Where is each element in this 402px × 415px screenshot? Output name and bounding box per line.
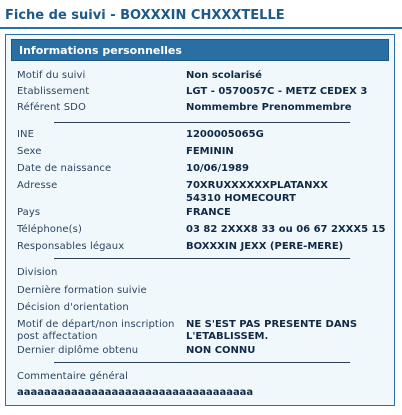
field-etablissement — [6, 86, 394, 102]
field-telephone — [6, 224, 394, 240]
field-division — [6, 267, 394, 283]
field-label: Commentaire général — [17, 371, 129, 382]
section-divider — [54, 362, 350, 363]
field-label: Motif du suivi — [17, 70, 86, 81]
section-divider — [54, 122, 350, 123]
field-ine — [6, 129, 394, 145]
field-label: Responsables légaux — [17, 241, 125, 252]
field-label: Décision d'orientation — [17, 302, 129, 313]
page-title: Fiche de suivi - BOXXXIN CHXXXTELLE — [5, 8, 285, 23]
field-derniere-formation — [6, 285, 394, 301]
section-divider — [54, 258, 350, 259]
field-sexe — [6, 146, 394, 162]
field-decision-orientation — [6, 302, 394, 318]
field-value: LGT - 0570057C - METZ CEDEX 3 — [186, 86, 368, 97]
field-label: Téléphone(s) — [17, 224, 82, 235]
field-responsables-legaux — [6, 241, 394, 257]
field-value: 1200005065G — [186, 129, 264, 140]
panel-header — [11, 39, 389, 61]
field-label: Dernière formation suivie — [17, 285, 147, 296]
field-value-line-2: L'ETABLISSEM. — [186, 331, 269, 342]
field-value-line-1: NE S'EST PAS PRESENTE DANS — [186, 319, 358, 330]
field-label: Pays — [17, 207, 41, 218]
field-motif-suivi — [6, 70, 394, 86]
field-value: Nommembre Prenommembre — [186, 102, 352, 113]
field-label: Sexe — [17, 146, 42, 157]
address-line-1: 70XRUXXXXXXPLATANXX — [186, 180, 328, 191]
field-label: Adresse — [17, 180, 58, 191]
title-divider — [0, 27, 402, 29]
field-label: Date de naissance — [17, 163, 112, 174]
field-label: Etablissement — [17, 86, 90, 97]
field-value: FRANCE — [186, 207, 231, 218]
field-label: Division — [17, 267, 58, 278]
field-value: 03 82 2XXX8 33 ou 06 67 2XXX5 15 — [186, 224, 386, 235]
field-label: Référent SDO — [17, 102, 86, 113]
address-line-2: 54310 HOMECOURT — [186, 193, 296, 204]
field-label-line-2: post affectation — [17, 331, 98, 342]
comment-value: aaaaaaaaaaaaaaaaaaaaaaaaaaaaaaaaaaa — [17, 387, 254, 398]
personal-info-panel — [5, 34, 395, 406]
field-label: Dernier diplôme obtenu — [17, 345, 139, 356]
panel-header-title: Informations personnelles — [19, 44, 182, 57]
field-dernier-diplome — [6, 345, 394, 361]
field-label: INE — [17, 129, 35, 140]
field-pays — [6, 207, 394, 223]
field-value: FEMININ — [186, 146, 234, 157]
field-motif-depart — [6, 319, 394, 347]
field-date-naissance — [6, 163, 394, 179]
field-label-line-1: Motif de départ/non inscription — [17, 319, 175, 330]
field-value: BOXXXIN JEXX (PERE-MERE) — [186, 241, 344, 252]
field-adresse — [6, 180, 394, 210]
field-referent-sdo — [6, 102, 394, 118]
field-value: NON CONNU — [186, 345, 256, 356]
field-commentaire-general — [6, 371, 394, 387]
field-value: 10/06/1989 — [186, 163, 249, 174]
field-value: Non scolarisé — [186, 70, 262, 81]
